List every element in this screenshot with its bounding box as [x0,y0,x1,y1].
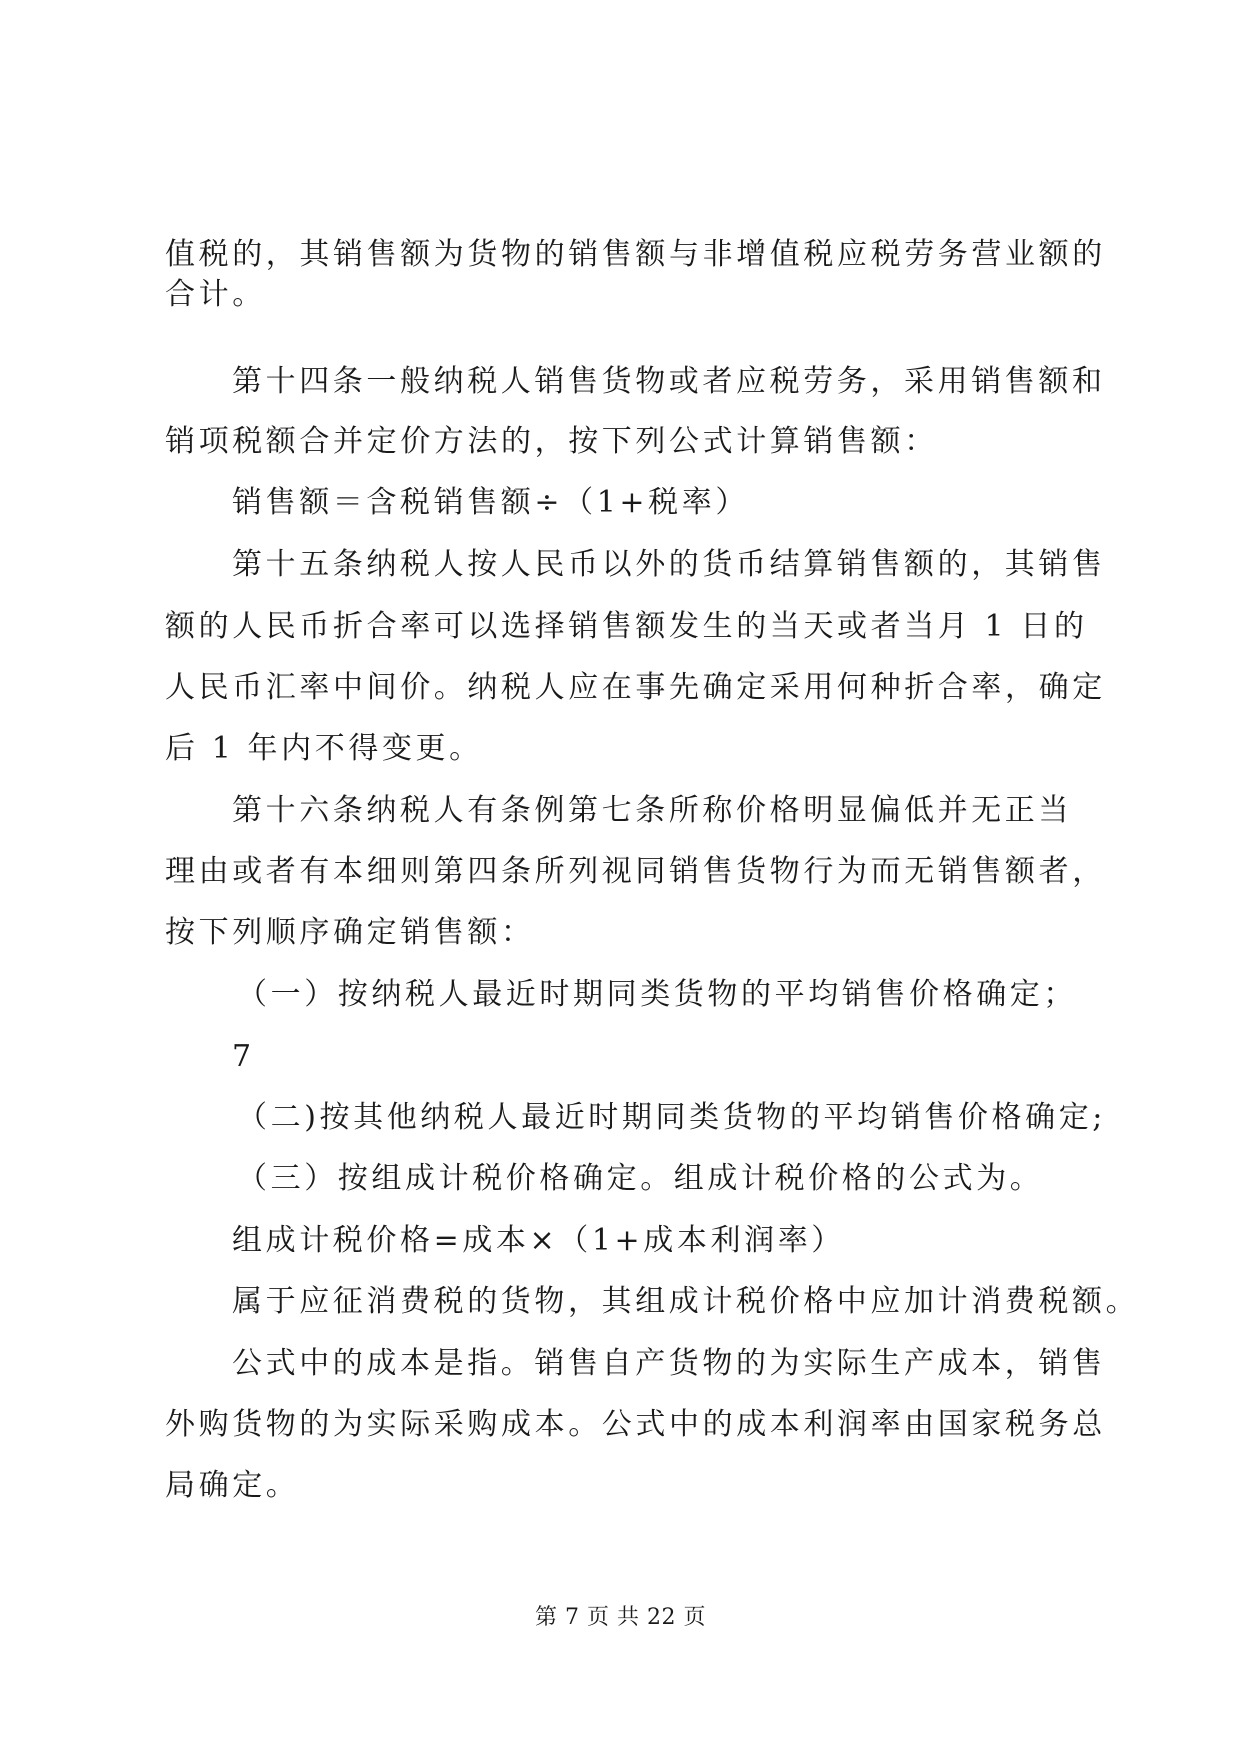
list-item: （一）按纳税人最近时期同类货物的平均销售价格确定； [237,977,1077,1012]
text-line: 理由或者有本细则第四条所列视同销售货物行为而无销售额者， [165,854,1106,889]
text-line: 属于应征消费税的货物，其组成计税价格中应加计消费税额。 [232,1284,1140,1319]
text-line: 第十五条纳税人按人民币以外的货币结算销售额的，其销售 [232,547,1106,582]
list-item: （三）按组成计税价格确定。组成计税价格的公式为。 [237,1161,1044,1196]
text-line: 后 1 年内不得变更。 [165,731,483,766]
page-footer: 第 7 页 共 22 页 [535,1605,706,1630]
text-line: 外购货物的为实际采购成本。公式中的成本利润率由国家税务总 [165,1407,1106,1442]
text-line: 公式中的成本是指。销售自产货物的为实际生产成本，销售 [232,1346,1106,1381]
text-line: 值税的，其销售额为货物的销售额与非增值税应税劳务营业额的 [165,237,1106,272]
list-item: （二)按其他纳税人最近时期同类货物的平均销售价格确定; [237,1100,1107,1135]
formula-line: 组成计税价格=成本×（1+成本利润率） [232,1223,845,1258]
inline-page-number: 7 [232,1039,255,1074]
text-line: 第十四条一般纳税人销售货物或者应税劳务，采用销售额和 [232,364,1106,399]
text-line: 局确定。 [165,1468,300,1503]
text-line: 合计。 [165,277,266,312]
formula-line: 销售额＝含税销售额÷（1+税率） [232,485,749,520]
text-line: 人民币汇率中间价。纳税人应在事先确定采用何种折合率，确定 [165,670,1106,705]
text-line: 销项税额合并定价方法的，按下列公式计算销售额： [165,424,938,459]
text-line: 额的人民币折合率可以选择销售额发生的当天或者当月 1 日的 [165,609,1088,644]
text-line: 按下列顺序确定销售额： [165,915,535,950]
text-line: 第十六条纳税人有条例第七条所称价格明显偏低并无正当 [232,793,1072,828]
